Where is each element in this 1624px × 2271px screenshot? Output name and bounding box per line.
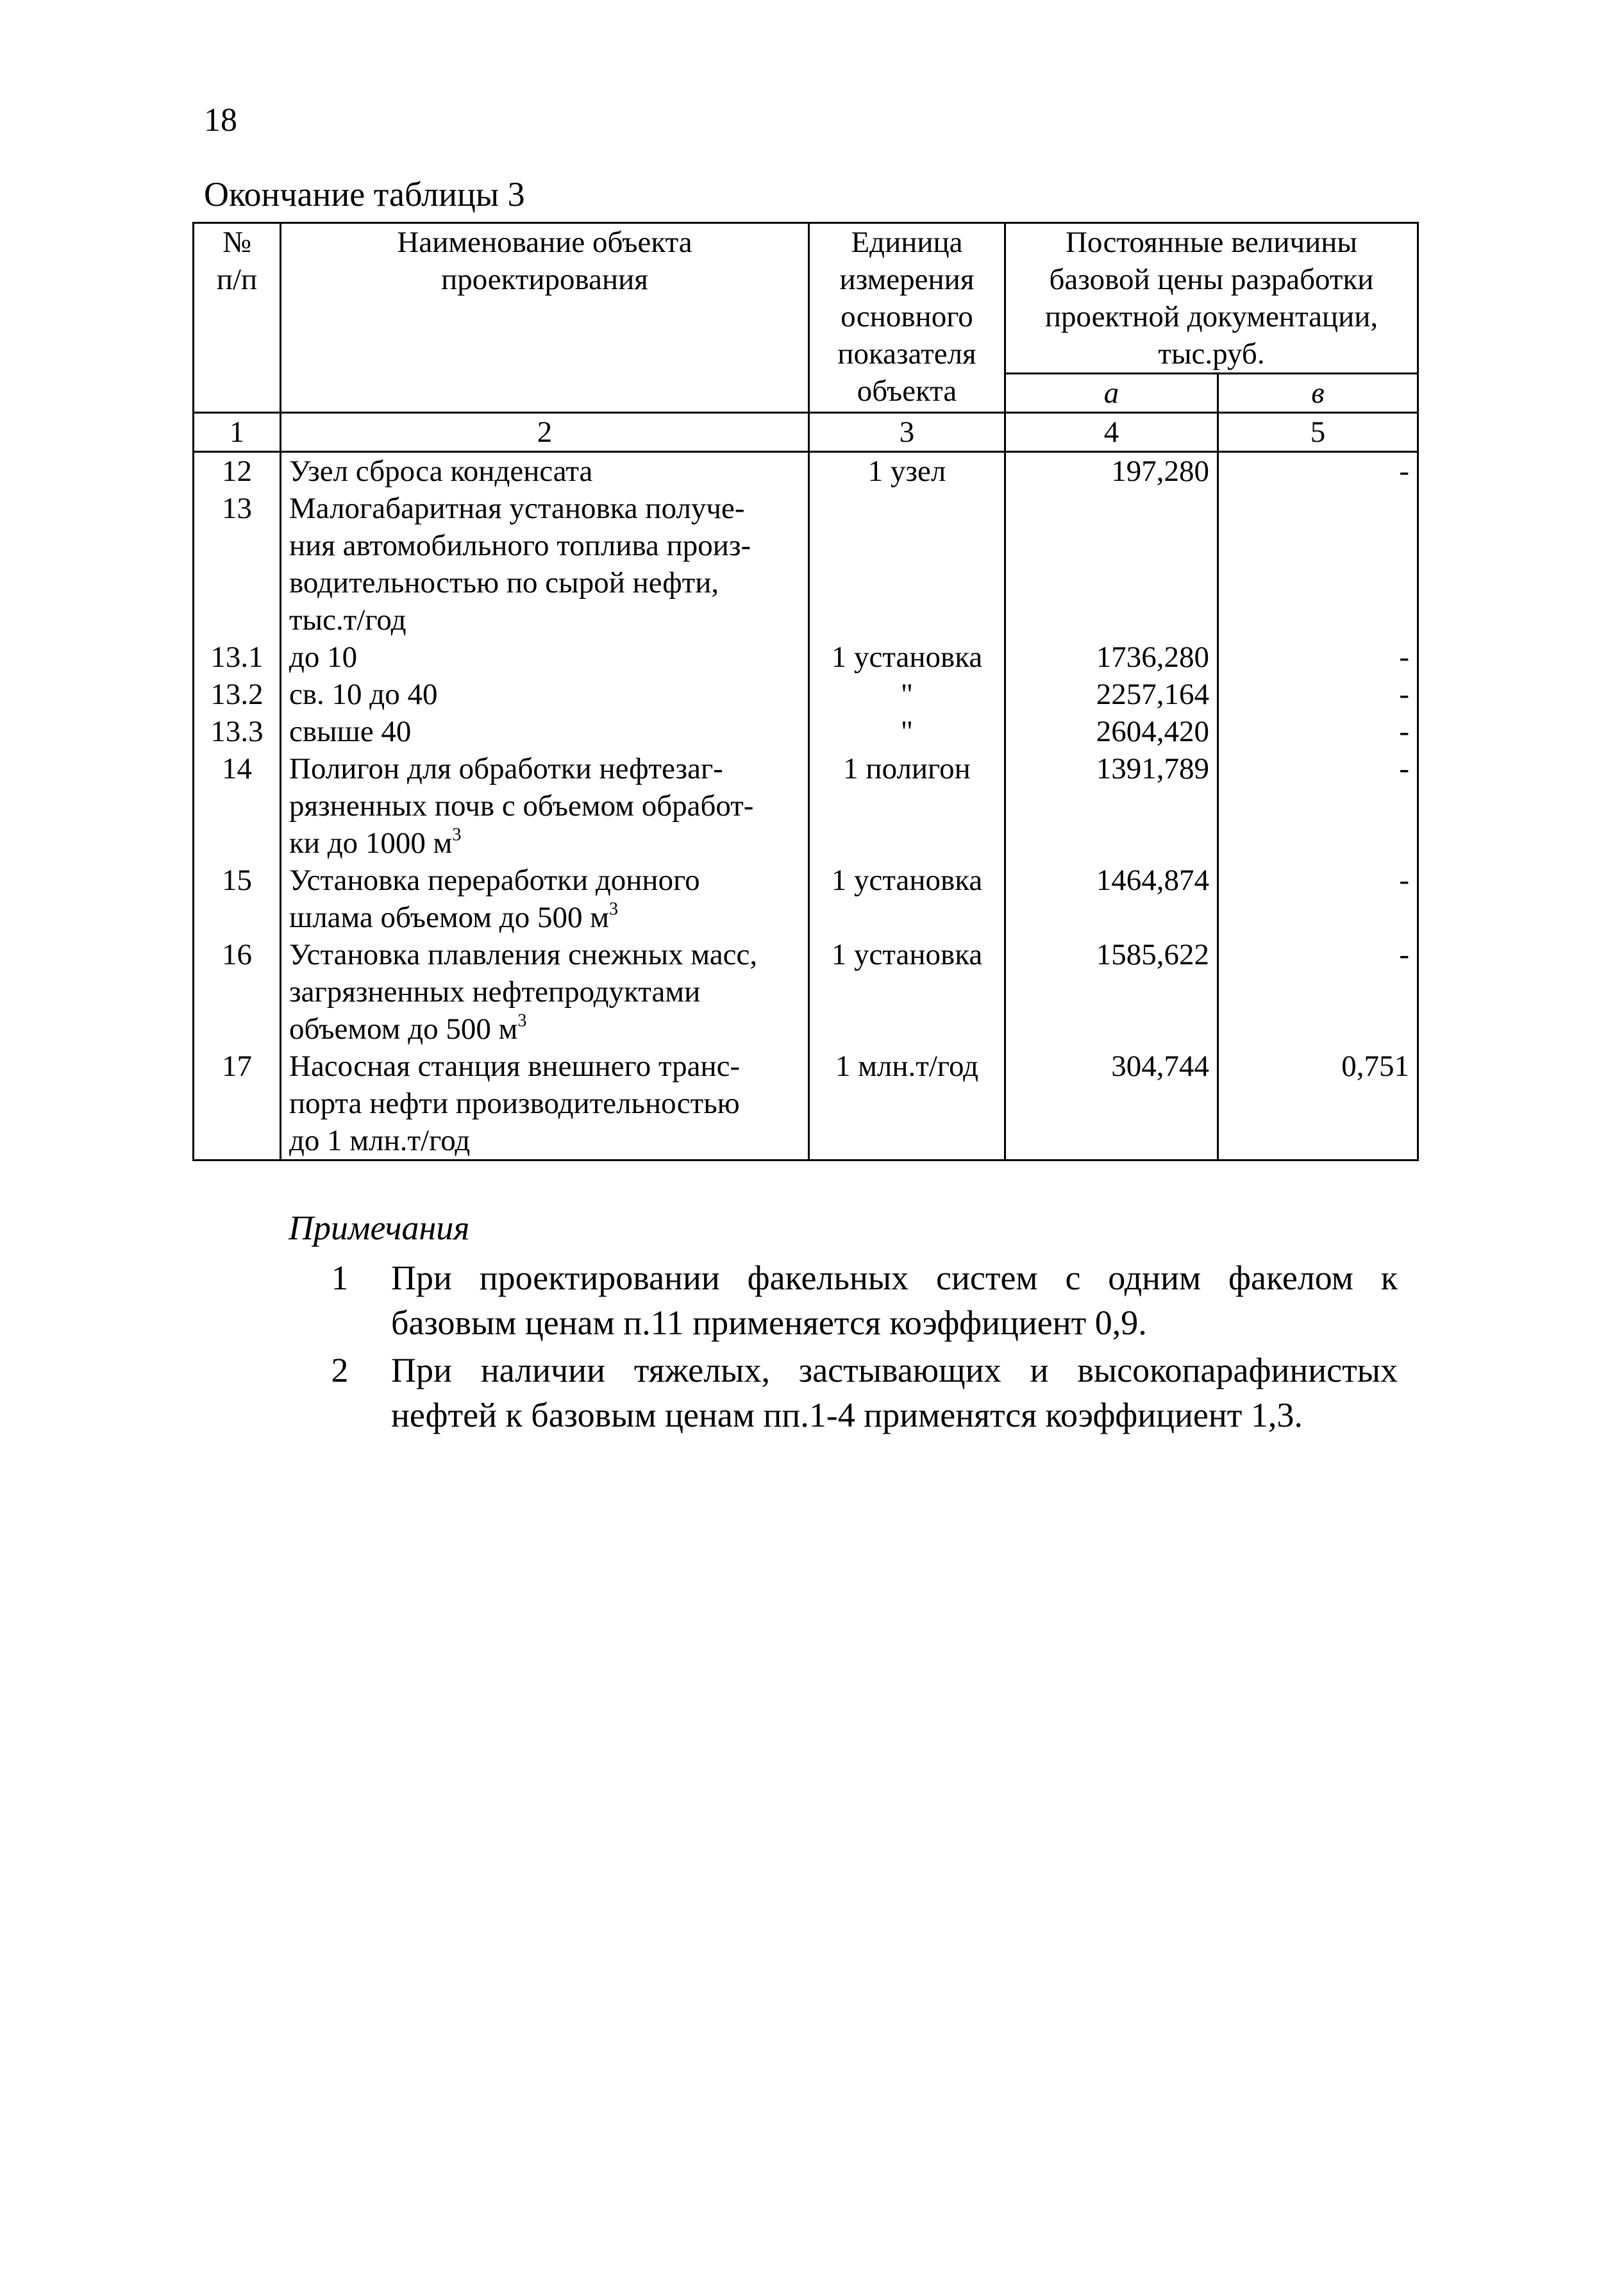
row-unit: 1 установка [809,936,1005,1048]
row-name-line: Малогабаритная установка получе- [289,492,745,525]
notes-title: Примечания [289,1209,470,1247]
row-name [281,676,809,713]
note-item [289,1348,1398,1437]
row-value-b [1218,490,1418,639]
note-text: При наличии тяжелых, застывающих и высокопарафинистых нефтей к базовым ценам пп.1-4 применятся коэффициент 1,3. [391,1351,1398,1434]
row-number: 12 [194,452,281,490]
row-name-line: Установка плавления снежных масс, [289,938,758,971]
row-name [281,936,809,1048]
row-unit: 1 полигон [809,750,1005,862]
row-number: 16 [194,936,281,1048]
superscript: 3 [452,825,462,845]
row-name-line: шлама объемом до 500 $м^3$ [289,899,619,934]
row-value-a: 2604,420 [1005,713,1218,750]
row-number: 13.1 [194,639,281,676]
row-name-line: загрязненных нефтепродуктами [289,975,701,1009]
row-value-a: 1464,874 [1005,862,1218,936]
row-value-a: 1391,789 [1005,750,1218,862]
table-body [194,452,1418,1161]
row-value-a: 1736,280 [1005,639,1218,676]
header-sub-b: в [1218,374,1418,413]
row-name-line: объемом до 500 $м^3$ [289,1010,527,1046]
row-name-line: св. 10 до 40 [289,678,438,711]
row-unit: 1 установка [809,639,1005,676]
row-unit [809,490,1005,639]
table-row [194,676,1418,713]
row-name [281,862,809,936]
row-number: 13.2 [194,676,281,713]
row-value-a [1005,490,1218,639]
row-number: 17 [194,1048,281,1161]
row-value-a: 1585,622 [1005,936,1218,1048]
header-unit: Единица измерения основного показателя объекта [809,223,1005,413]
table-row [194,936,1418,1048]
row-name-line: порта нефти производительностью [289,1087,740,1120]
table-row [194,713,1418,750]
column-number: 3 [809,413,1005,452]
table-row [194,452,1418,490]
table-row [194,862,1418,936]
row-name-line: рязненных почв с объемом обработ- [289,789,754,823]
table-row [194,1048,1418,1161]
row-value-b: - [1218,936,1418,1048]
note-index: 1 [331,1259,349,1297]
column-number-row [194,413,1418,452]
notes-section [289,1205,1398,1440]
row-number: 13 [194,490,281,639]
row-number: 13.3 [194,713,281,750]
row-value-a: 304,744 [1005,1048,1218,1161]
row-value-b: - [1218,639,1418,676]
row-value-b: - [1218,713,1418,750]
row-number: 14 [194,750,281,862]
price-table [192,222,1419,1161]
header-num: № п/п [194,223,281,413]
row-name-line: до 1 млн.т/год [289,1124,471,1157]
row-name [281,452,809,490]
row-name [281,750,809,862]
row-unit: " [809,713,1005,750]
note-text: При проектировании факельных систем с одним факелом к базовым ценам п.11 применяется коэффициент 0,9. [391,1259,1398,1342]
row-name-line: Насосная станция внешнего транс- [289,1050,741,1083]
column-number: 2 [281,413,809,452]
row-value-a: 2257,164 [1005,676,1218,713]
row-name-line: ния автомобильного топлива произ- [289,529,751,562]
table-caption: Окончание таблицы 3 [204,175,525,214]
row-number: 15 [194,862,281,936]
row-name [281,1048,809,1161]
note-index: 2 [331,1351,349,1389]
row-unit: " [809,676,1005,713]
row-name-line: Полигон для обработки нефтезаг- [289,752,723,785]
row-name [281,713,809,750]
row-unit: 1 установка [809,862,1005,936]
row-value-b: - [1218,862,1418,936]
row-name-line: тыс.т/год [289,603,406,637]
row-name [281,490,809,639]
row-value-b: 0,751 [1218,1048,1418,1161]
row-value-b: - [1218,750,1418,862]
row-name-line: Узел сброса конденсата [289,455,593,488]
row-name [281,639,809,676]
column-number: 4 [1005,413,1218,452]
row-value-a: 197,280 [1005,452,1218,490]
header-name: Наименование объекта проектирования [281,223,809,413]
page-number: 18 [204,102,237,138]
note-item [289,1255,1398,1345]
header-sub-a: а [1005,374,1218,413]
table-row [194,639,1418,676]
row-value-b: - [1218,676,1418,713]
column-number: 5 [1218,413,1418,452]
header-base-price: Постоянные величины базовой цены разработки проектной документации, тыс.руб. [1005,223,1418,374]
table-row [194,750,1418,862]
row-name-line: до 10 [289,641,358,674]
table-row [194,490,1418,639]
row-name-line: свыше 40 [289,715,412,748]
row-name-line: ки до 1000 $м^3$ [289,825,462,860]
column-number: 1 [194,413,281,452]
row-unit: 1 млн.т/год [809,1048,1005,1161]
row-value-b: - [1218,452,1418,490]
row-unit: 1 узел [809,452,1005,490]
superscript: 3 [608,899,619,919]
superscript: 3 [517,1010,527,1031]
row-name-line: водительностью по сырой нефти, [289,566,719,599]
row-name-line: Установка переработки донного [289,864,700,897]
